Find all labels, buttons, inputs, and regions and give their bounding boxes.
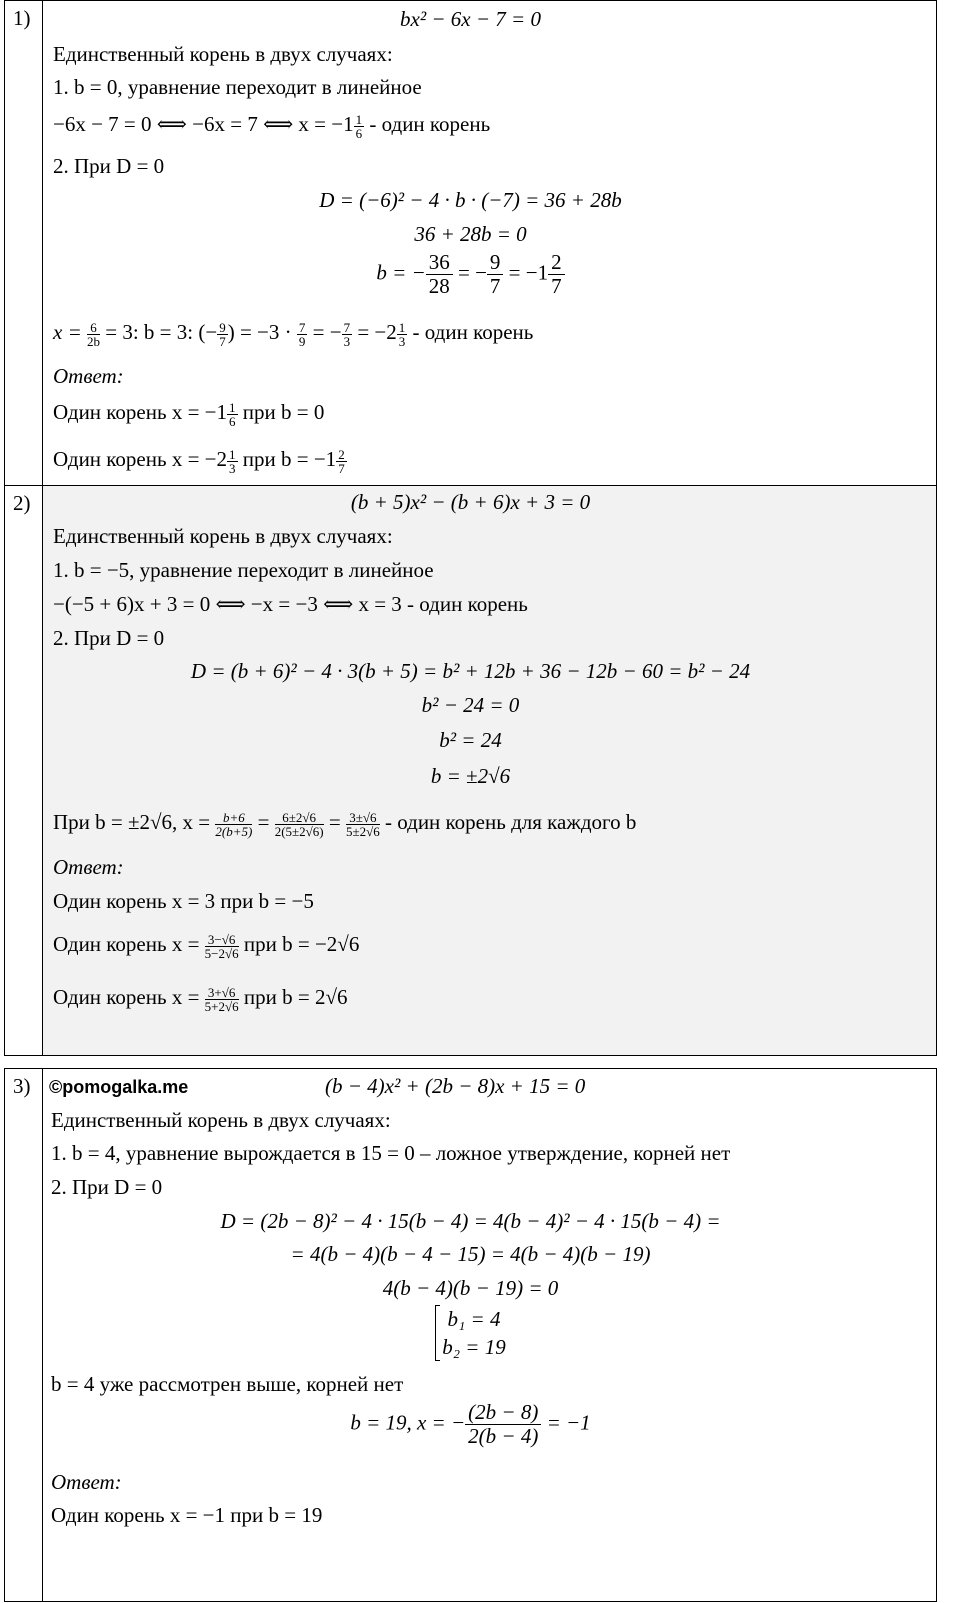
task2-discriminant: D = (b + 6)² − 4 · 3(b + 5) = b² + 12b + 36 − 12b − 60 = b² − 24 <box>190 659 751 683</box>
numerator: 1 <box>229 446 236 462</box>
denominator: 7 <box>489 274 501 298</box>
task-number-2: 2) <box>13 491 31 515</box>
denominator: 5+2√6 <box>204 998 239 1014</box>
fraction <box>217 321 228 348</box>
task3-case1: 1. b = 4, уравнение вырождается в 15 = 0 – ложное утверждение, корней нет <box>51 1141 731 1165</box>
fraction <box>87 321 100 348</box>
denominator: 3 <box>398 333 406 349</box>
fraction <box>342 321 353 348</box>
task2-answer-2 <box>53 931 359 960</box>
numerator: 36 <box>426 251 453 275</box>
fraction <box>548 251 565 298</box>
denominator: 28 <box>428 274 450 298</box>
task3-b4-note: b = 4 уже рассмотрен выше, корней нет <box>51 1372 404 1396</box>
denominator: 7 <box>338 460 345 476</box>
text: = <box>323 810 346 834</box>
text: = <box>252 810 275 834</box>
text: = − <box>452 260 487 285</box>
denominator: 7 <box>219 333 226 349</box>
task1-answer-label: Ответ: <box>53 364 124 388</box>
denominator: 6 <box>229 413 236 429</box>
task1-answer-2 <box>53 446 347 475</box>
numerator: 9 <box>487 251 504 275</box>
task2-discriminant-zero: b² − 24 = 0 <box>421 693 520 717</box>
fraction <box>354 113 365 140</box>
fraction <box>487 251 504 298</box>
solutions-table-1 <box>4 0 937 1056</box>
task1-case1: 1. b = 0, уравнение переходит в линейное <box>53 75 422 99</box>
task-number-3: 3) <box>13 1074 31 1098</box>
task3-case2: 2. При D = 0 <box>51 1175 163 1199</box>
fraction <box>297 321 308 348</box>
task2-case2: 2. При D = 0 <box>53 626 165 650</box>
text: при b = −2√6 <box>238 932 360 956</box>
text: = −1 <box>503 260 549 285</box>
numerator: 2 <box>548 251 565 275</box>
task1-equation: bx² − 6x − 7 = 0 <box>400 7 541 31</box>
site-logo: ©pomogalka.me <box>49 1077 189 1097</box>
task2-x-value <box>53 809 636 838</box>
fraction <box>465 1401 541 1448</box>
text: при b = 0 <box>237 400 325 424</box>
system-line-2: b₂ = 19 <box>442 1335 506 1359</box>
task1-b-value <box>5 251 936 298</box>
task3-discriminant-1: D = (2b − 8)² − 4 · 15(b − 4) = 4(b − 4)² − 4 · 15(b − 4) = <box>220 1209 721 1233</box>
task2-answer-label: Ответ: <box>53 855 124 879</box>
numerator: 1 <box>355 111 363 127</box>
task2-case1: 1. b = −5, уравнение переходит в линейное <box>53 558 434 582</box>
task1-linear <box>53 111 490 140</box>
task1-answer-1 <box>53 399 324 428</box>
text: при b = −1 <box>237 447 337 471</box>
denominator: 6 <box>355 125 363 141</box>
task3-b-system <box>5 1305 936 1361</box>
numerator: b+6 <box>215 811 252 825</box>
task2-b-squared: b² = 24 <box>439 728 502 752</box>
fraction <box>227 401 238 428</box>
numerator: 7 <box>298 319 306 335</box>
fraction <box>275 811 324 838</box>
row-divider <box>5 485 936 486</box>
fraction <box>227 448 238 475</box>
text: = −2 <box>352 320 397 344</box>
column-divider <box>42 1 43 1055</box>
system-line-1: b₁ = 4 <box>447 1307 501 1331</box>
text: x = <box>53 320 87 344</box>
numerator: 6 <box>87 321 100 335</box>
text: b = 19, x = − <box>350 1410 466 1435</box>
text: ) = −3 · <box>227 320 297 344</box>
text: Один корень x = <box>53 985 205 1009</box>
denominator: 2b <box>87 333 100 349</box>
task3-discriminant-zero: 4(b − 4)(b − 19) = 0 <box>382 1276 559 1300</box>
task3-answer-label: Ответ: <box>51 1470 122 1494</box>
numerator: 7 <box>343 319 351 335</box>
denominator: 2(b+5) <box>215 823 253 839</box>
numerator: 6±2√6 <box>275 811 324 825</box>
task3-discriminant-2: = 4(b − 4)(b − 4 − 15) = 4(b − 4)(b − 19) <box>290 1242 651 1266</box>
system-bracket <box>435 1305 505 1361</box>
denominator: 3 <box>343 333 351 349</box>
fraction <box>205 986 239 1013</box>
text: Один корень x = −2 <box>53 447 228 471</box>
task1-x-value <box>53 319 533 348</box>
task2-b-value: b = ±2√6 <box>430 764 511 788</box>
text: при b = 2√6 <box>238 985 348 1009</box>
task1-case2: 2. При D = 0 <box>53 154 165 178</box>
fraction <box>346 811 380 838</box>
task2-answer-3 <box>53 984 348 1013</box>
numerator: 1 <box>398 319 406 335</box>
numerator: 3±√6 <box>346 811 380 825</box>
denominator: 2(b − 4) <box>468 1424 539 1448</box>
text: = 3: b = 3: (− <box>100 320 218 344</box>
numerator: 9 <box>219 319 226 335</box>
numerator: 2 <box>338 446 345 462</box>
denominator: 5±2√6 <box>345 823 380 839</box>
task1-intro: Единственный корень в двух случаях: <box>53 42 393 66</box>
fraction <box>215 811 252 838</box>
denominator: 9 <box>298 333 306 349</box>
denominator: 5−2√6 <box>204 945 239 961</box>
task3-b19 <box>5 1401 936 1448</box>
denominator: 7 <box>551 274 562 298</box>
numerator: 3+√6 <box>205 986 239 1000</box>
task3-equation: (b − 4)x² + (2b − 8)x + 15 = 0 <box>325 1074 586 1098</box>
fraction <box>205 933 239 960</box>
text: b = − <box>376 260 426 285</box>
task3-answer: Один корень x = −1 при b = 19 <box>51 1503 323 1527</box>
text: = − <box>307 320 342 344</box>
numerator: 3−√6 <box>205 933 239 947</box>
task1-discriminant: D = (−6)² − 4 · b · (−7) = 36 + 28b <box>319 188 622 212</box>
fraction <box>397 321 408 348</box>
text: - один корень <box>407 320 534 344</box>
numerator: 1 <box>229 399 236 415</box>
numerator: (2b − 8) <box>465 1401 541 1425</box>
task2-intro: Единственный корень в двух случаях: <box>53 524 393 548</box>
task2-answer-1: Один корень x = 3 при b = −5 <box>53 889 314 913</box>
task2-linear: −(−5 + 6)x + 3 = 0 ⟺ −x = −3 ⟺ x = 3 - один корень <box>53 592 528 616</box>
solutions-table-2 <box>4 1068 937 1602</box>
fraction <box>426 251 453 298</box>
text: - один корень <box>364 112 491 136</box>
task-number-1: 1) <box>13 6 31 30</box>
text: Один корень x = <box>53 932 205 956</box>
task1-discriminant-zero: 36 + 28b = 0 <box>414 222 527 246</box>
text: = −1 <box>541 1410 591 1435</box>
denominator: 2(5±2√6) <box>274 823 324 839</box>
text: Один корень x = −1 <box>53 400 228 424</box>
text: - один корень для каждого b <box>379 810 637 834</box>
task3-intro: Единственный корень в двух случаях: <box>51 1108 391 1132</box>
denominator: 3 <box>229 460 236 476</box>
text: −6x − 7 = 0 ⟺ −6x = 7 ⟺ x = −1 <box>53 112 354 136</box>
fraction <box>336 448 347 475</box>
text: При b = ±2√6, x = <box>53 810 216 834</box>
task2-equation: (b + 5)x² − (b + 6)x + 3 = 0 <box>350 490 591 514</box>
